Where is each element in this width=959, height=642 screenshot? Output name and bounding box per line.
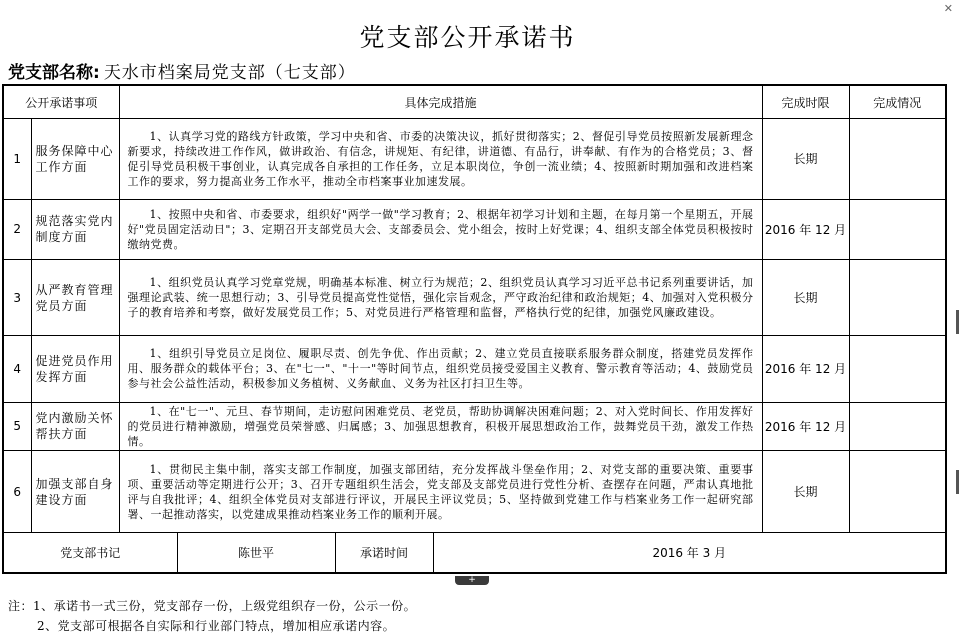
table-row (3, 402, 946, 450)
row-number: 5 (3, 402, 31, 450)
signature-row (3, 533, 946, 573)
row-measures: 1、认真学习党的路线方针政策，学习中央和省、市委的决策决议，抓好贯彻落实；2、督促引导党员按照新发展新理念新要求，持续改进工作作风，做讲政治、有信念，讲规矩、有纪律，讲道德、有品行，讲奉献、有作为的合格党员；3、督促引导党员积极干事创业，认真完成各自承担的工作任务，立足本职岗位，争创一流业绩；4、按照新时期加强和改进档案工作的要求，努力提高业务工作水平，推动全市档案事业加速发展。 (119, 119, 762, 199)
row-deadline: 2016 年 12 月 (762, 336, 849, 402)
row-measures: 1、组织党员认真学习党章党规，明确基本标准、树立行为规范；2、组织党员认真学习习近平总书记系列重要讲话，加强理论武装、统一思想行动；3、引导党员提高党性觉悟，强化宗旨观念，严守政治纪律和政治规矩；4、加强对入党积极分子的教育培养和考察，做好发展党员工作；5、对党员进行严格管理和监督，严格执行党的纪律，加强党风廉政建设。 (119, 259, 762, 335)
table-row (3, 450, 946, 532)
row-measures: 1、在"七一"、元旦、春节期间，走访慰问困难党员、老党员，帮助协调解决困难问题；2、对入党时间长、作用发挥好的党员进行精神激励，增强党员荣誉感、归属感；3、加强思想教育，积极开展思想政治工作，鼓舞党员干劲，激发工作热情。 (119, 402, 762, 450)
row-item: 促进党员作用发挥方面 (31, 336, 119, 402)
table-row (3, 119, 946, 199)
row-item: 从严教育管理党员方面 (31, 259, 119, 335)
row-deadline: 长期 (762, 450, 849, 532)
note-line-1: 注：1、承诺书一式三份，党支部存一份，上级党组织存一份，公示一份。 (8, 599, 417, 613)
row-status (849, 336, 946, 402)
row-measures: 1、组织引导党员立足岗位、履职尽责、创先争优、作出贡献；2、建立党员直接联系服务群众制度，搭建党员发挥作用、服务群众的载体平台；3、在"七一"、"十一"等时间节点，组织党员接受爱国主义教育、警示教育等活动；4、鼓励党员参与社会公益性活动，积极参加义务植树、义务献血、义务为社区打扫卫生等。 (119, 336, 762, 402)
header-item: 公开承诺事项 (3, 85, 119, 119)
row-status (849, 259, 946, 335)
page-title: 党支部公开承诺书 (359, 23, 576, 52)
secretary-label: 党支部书记 (3, 533, 177, 573)
party-branch-name: 天水市档案局党支部（七支部） (103, 63, 356, 83)
date-value: 2016 年 3 月 (433, 533, 946, 573)
row-item: 规范落实党内制度方面 (31, 199, 119, 259)
table-row (3, 199, 946, 259)
row-deadline: 长期 (762, 259, 849, 335)
header-measures: 具体完成措施 (119, 85, 762, 119)
table-header-row (3, 85, 946, 119)
row-number: 1 (3, 119, 31, 199)
row-item: 党内激励关怀帮扶方面 (31, 402, 119, 450)
row-measures: 1、按照中央和省、市委要求，组织好"两学一做"学习教育；2、根据年初学习计划和主题，在每月第一个星期五，开展好"党员固定活动日"；3、定期召开支部党员大会、支部委员会、党小组会，按时上好党课；4、组织支部全体党员积极按时缴纳党费。 (119, 199, 762, 259)
secretary-name: 陈世平 (177, 533, 335, 573)
row-status (849, 450, 946, 532)
table-row (3, 336, 946, 402)
row-number: 2 (3, 199, 31, 259)
row-number: 4 (3, 336, 31, 402)
row-number: 6 (3, 450, 31, 532)
row-status (849, 402, 946, 450)
header-deadline: 完成时限 (762, 85, 849, 119)
footnotes (8, 596, 416, 636)
row-item: 服务保障中心工作方面 (31, 119, 119, 199)
row-status (849, 199, 946, 259)
row-item: 加强支部自身建设方面 (31, 450, 119, 532)
header-status: 完成情况 (849, 85, 946, 119)
row-deadline: 长期 (762, 119, 849, 199)
row-status (849, 119, 946, 199)
close-icon[interactable]: ✕ (943, 2, 953, 15)
row-measures: 1、贯彻民主集中制，落实支部工作制度，加强支部团结，充分发挥战斗堡垒作用；2、对党支部的重要决策、重要事项、重要活动等定期进行公开；3、召开专题组织生活会，党支部及支部党员进行党性分析、查摆存在问题，严肃认真地批评与自我批评；4、组织全体党员对支部进行评议，开展民主评议党员；5、坚持做到党建工作与档案业务工作一起研究部署、一起推动落实，以党建成果推动档案业务工作的顺利开展。 (119, 450, 762, 532)
commitment-table (2, 84, 947, 574)
date-label: 承诺时间 (335, 533, 433, 573)
party-branch-line (8, 58, 356, 83)
party-branch-label: 党支部名称: (8, 63, 100, 83)
row-deadline: 2016 年 12 月 (762, 199, 849, 259)
table-row (3, 259, 946, 335)
expand-toggle-button[interactable]: + (455, 576, 489, 585)
row-number: 3 (3, 259, 31, 335)
row-deadline: 2016 年 12 月 (762, 402, 849, 450)
note-line-2: 2、党支部可根据各自实际和行业部门特点，增加相应承诺内容。 (37, 619, 396, 633)
